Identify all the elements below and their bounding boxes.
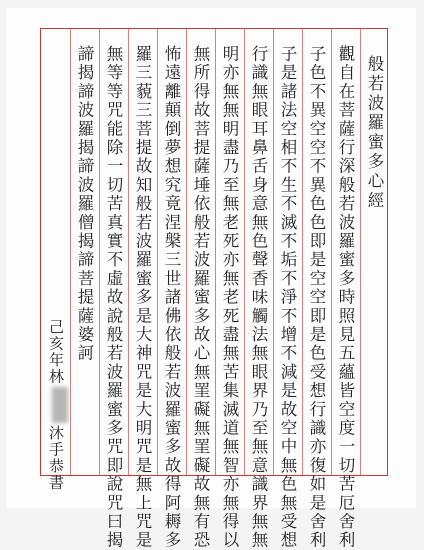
grid-line xyxy=(128,29,129,475)
signature-suffix: 沐手恭書 xyxy=(47,425,65,491)
signature-prefix: 己亥年林 xyxy=(47,319,65,385)
signature xyxy=(44,319,68,491)
sutra-column-7: 怖遠離顛倒夢想究竟涅槃三世諸佛依般若波羅蜜多故得阿耨多 xyxy=(162,45,181,550)
sutra-column-4: 行識無眼耳鼻舌身意無色聲香味觸法無眼界乃至無意識界無無 xyxy=(249,45,268,550)
grid-line xyxy=(157,29,158,475)
grid-line xyxy=(273,29,274,475)
grid-line xyxy=(186,29,187,475)
sutra-column-9: 無等等咒能除一切苦真實不虛故說般若波羅蜜多咒即說咒曰揭 xyxy=(104,45,123,550)
sutra-column-3: 子是諸法空相不生不滅不垢不淨不增不減是故空中無色無受想 xyxy=(278,45,297,550)
grid-line xyxy=(244,29,245,475)
grid-line xyxy=(99,29,100,475)
paper-sheet xyxy=(6,8,416,550)
sutra-title: 般若波羅蜜多心經 xyxy=(365,55,384,211)
sutra-column-1: 觀自在菩薩行深般若波羅蜜多時照見五蘊皆空度一切苦厄舍利 xyxy=(336,45,355,550)
sutra-column-5: 明亦無無明盡乃至無老死亦無老死盡無苦集滅道無智亦無得以 xyxy=(220,45,239,550)
sutra-column-8: 羅三藐三菩提故知般若波羅蜜多是大神咒是大明咒是無上咒是 xyxy=(133,45,152,550)
grid-line xyxy=(70,29,71,475)
grid-line xyxy=(331,29,332,475)
redacted-name xyxy=(52,387,68,423)
grid-line xyxy=(215,29,216,475)
red-grid-frame xyxy=(40,28,388,550)
grid-line xyxy=(302,29,303,475)
sutra-column-2: 子色不異空空不異色色即是空空即是色受想行識亦復如是舍利 xyxy=(307,45,326,550)
sutra-column-6: 無所得故菩提薩埵依般若波羅蜜多故心無罣礙無罣礙故無有恐 xyxy=(191,45,210,550)
grid-line xyxy=(360,29,361,475)
sutra-column-10: 諦揭諦波羅揭諦波羅僧揭諦菩提薩婆訶 xyxy=(75,45,94,363)
